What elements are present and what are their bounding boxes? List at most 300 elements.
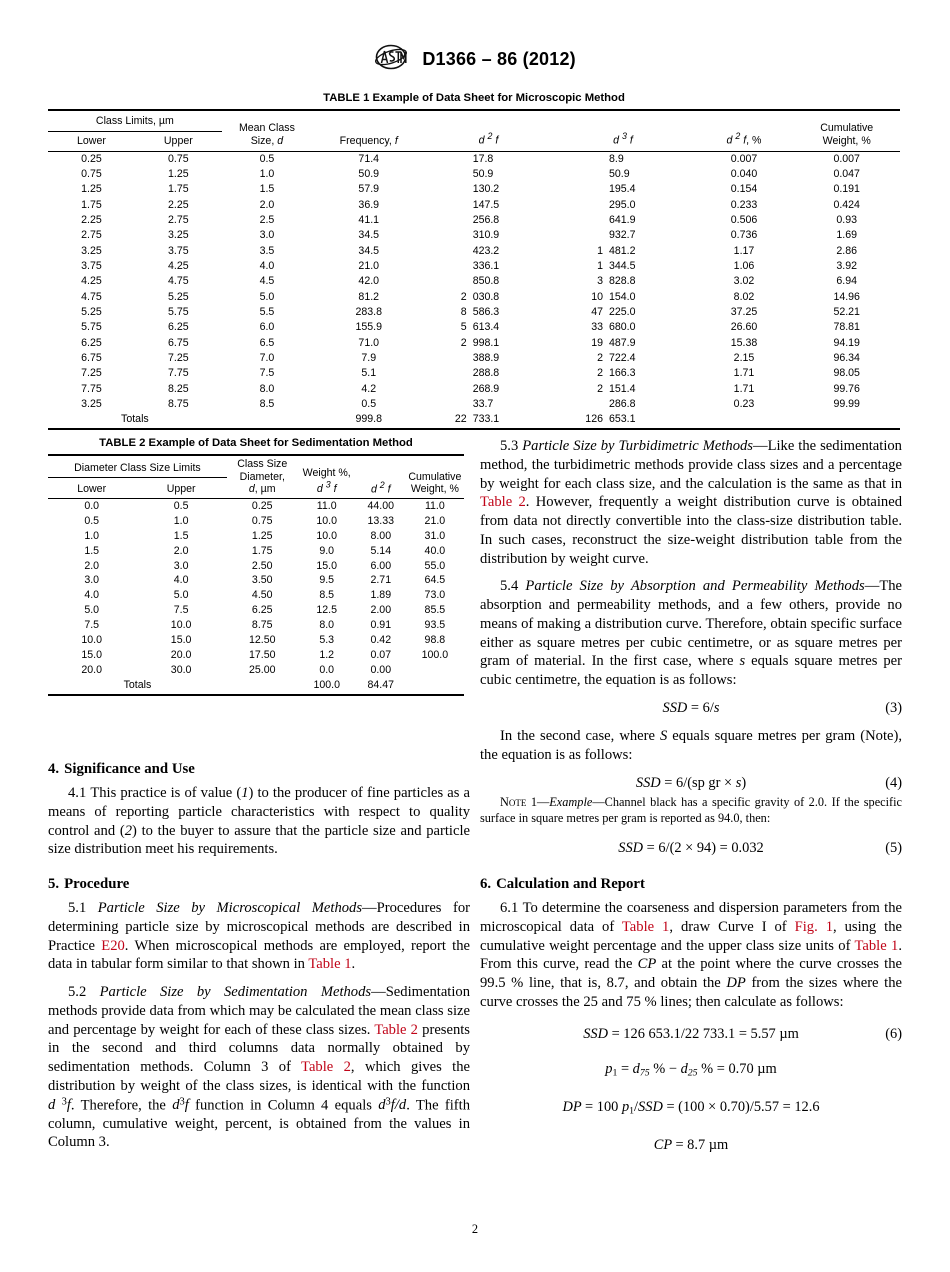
table-row [48, 529, 464, 544]
cell-d2f: 6.00 [370, 559, 392, 572]
equation-dp: DP = 100 $p_1$/SSD = (100 × 0.70)/5.57 = 12.6 [562, 1098, 820, 1117]
cell-mean-class-size: 5.0 [259, 290, 275, 303]
cell-weight-percent: 1.2 [319, 649, 335, 662]
ref-table-1-b[interactable]: Table 1 [621, 918, 670, 935]
cell-upper: 7.5 [173, 604, 189, 617]
table-row [48, 259, 900, 274]
equation-5-number: (5) [885, 839, 902, 856]
cell-d2f: 310.9 [472, 229, 500, 242]
cell-d2f-percent: 15.38 [730, 336, 758, 349]
cell-class-size-diameter: 12.50 [248, 634, 276, 647]
equation-3: SSD = 6/s (3) [662, 699, 902, 716]
cell-lower: 15.0 [81, 649, 102, 662]
cell-cumulative-weight: 55.0 [424, 559, 446, 572]
cell-cumulative-weight: 6.94 [836, 275, 858, 288]
cell-lower: 7.25 [81, 367, 102, 380]
cell-lower: 1.25 [81, 183, 102, 196]
cell-d2f: 586.3 [472, 306, 500, 319]
cell-frequency: 81.2 [358, 290, 380, 303]
cell-d2f-thousands [425, 151, 469, 167]
cell-d3f-thousands [551, 228, 606, 243]
cell-d3f: 195.4 [608, 183, 636, 196]
cell-d2f: 850.8 [472, 275, 500, 288]
cell-d3f: 641.9 [608, 214, 636, 227]
cell-mean-class-size: 4.5 [259, 275, 275, 288]
cell-d3f-thousands: 47 [591, 306, 603, 319]
cell-cumulative-weight: 14.96 [833, 290, 860, 303]
cell-mean-class-size: 3.5 [259, 244, 275, 257]
cell-cumulative-weight: 0.047 [833, 168, 860, 181]
cell-lower: 3.75 [81, 260, 102, 273]
cell-class-size-diameter: 4.50 [251, 589, 273, 602]
cell-class-size-diameter: 1.25 [251, 529, 273, 542]
cell-lower: 3.0 [84, 574, 100, 587]
table-row [48, 619, 464, 634]
table1-header-d2f-percent: d $^2$ f, % [726, 131, 762, 147]
cell-d2f: 0.00 [370, 664, 392, 677]
cell-frequency: 7.9 [361, 352, 377, 364]
ref-table-1-c[interactable]: Table 1 [854, 937, 899, 954]
table-row [48, 499, 464, 514]
cell-lower: 2.75 [81, 229, 102, 242]
cell-d2f-thousands: 5 [460, 321, 467, 334]
cell-d3f: 286.8 [608, 397, 636, 410]
cell-frequency: 71.4 [358, 152, 380, 165]
cell-lower: 5.25 [81, 306, 102, 319]
table-row [48, 198, 900, 213]
ref-table-2-c[interactable]: Table 2 [480, 494, 526, 511]
cell-d3f-thousands [551, 151, 606, 167]
cell-d2f-percent: 8.02 [733, 290, 755, 303]
cell-d3f-thousands: 2 [597, 367, 603, 380]
cell-d2f: 0.91 [370, 619, 392, 632]
table-row [48, 574, 464, 589]
cell-upper: 5.25 [168, 290, 189, 303]
cell-d2f-percent: 0.736 [730, 229, 758, 242]
table1-caption: TABLE 1 Example of Data Sheet for Microscopic Method [323, 92, 625, 104]
cell-mean-class-size: 0.5 [259, 152, 275, 165]
equation-6: SSD = 126 653.1/22 733.1 = 5.57 µm (6) [583, 1025, 902, 1042]
cell-totals-d2f: 733.1 [472, 413, 500, 426]
cell-frequency: 50.9 [358, 168, 380, 181]
cell-upper: 20.0 [170, 649, 192, 662]
cell-cumulative-weight: 40.0 [424, 544, 446, 557]
table1-group-header-class-limits: Class Limits, µm [48, 110, 222, 131]
table1-header-lower: Lower [77, 134, 106, 147]
cell-d2f: 268.9 [472, 382, 500, 395]
cell-cumulative-weight: 3.92 [836, 260, 858, 273]
cell-d2f-percent: 26.60 [730, 321, 758, 334]
paragraph-6-1: 6.1 To determine the coarseness and dispersion parameters from the microscopical data of Table 1, draw Curve I of Fig. 1, using the cumulative weight percentage and the upper class size units of Table 1. From this curve, read the CP at the point where the curve crosses the 99.5 % line, that is, 8.7, and obtain the DP from the sizes where the curve crosses the 25 and 75 % lines; then calculate as follows: [480, 900, 903, 1010]
cell-cumulative-weight: 85.5 [424, 604, 446, 617]
cell-lower: 4.75 [81, 290, 102, 303]
cell-frequency: 34.5 [358, 229, 380, 242]
cell-d3f: 225.0 [608, 306, 636, 319]
cell-frequency: 5.1 [361, 367, 377, 380]
cell-d3f-thousands: 1 [597, 244, 603, 257]
cell-d3f-thousands [551, 183, 606, 198]
cell-totals-weight: 100.0 [313, 679, 340, 692]
cell-d2f: 998.1 [472, 336, 500, 349]
cell-mean-class-size: 6.0 [259, 321, 275, 334]
cell-d3f: 166.3 [608, 367, 636, 380]
table2-body [48, 499, 464, 695]
cell-d2f-thousands [425, 397, 469, 412]
cell-lower: 2.0 [84, 559, 100, 572]
cell-d2f: 030.8 [472, 290, 500, 303]
cell-upper: 4.0 [173, 574, 189, 587]
equation-3-number: (3) [885, 699, 902, 716]
cell-upper: 1.75 [168, 183, 189, 196]
table-row [48, 213, 900, 228]
ref-fig-1[interactable]: Fig. 1 [794, 918, 833, 935]
cell-upper: 3.25 [168, 229, 189, 242]
cell-d2f-percent: 0.154 [730, 183, 758, 196]
cell-mean-class-size: 6.5 [259, 336, 275, 349]
cell-d2f: 0.07 [370, 649, 392, 662]
cell-class-size-diameter: 3.50 [251, 574, 273, 587]
table1-header-d2f: d $^2$ f [478, 131, 499, 147]
cell-d2f: 1.89 [370, 589, 392, 602]
cell-d3f: 154.0 [608, 290, 636, 303]
cell-weight-percent: 10.0 [316, 529, 338, 542]
cell-d2f-percent: 3.02 [733, 275, 755, 288]
cell-lower: 3.25 [81, 397, 102, 410]
cell-mean-class-size: 8.0 [259, 382, 275, 395]
cell-mean-class-size: 4.0 [259, 260, 275, 273]
heading-calculation-and-report: 6. Calculation and Report [480, 876, 645, 893]
cell-class-size-diameter: 6.25 [251, 604, 273, 617]
cell-lower: 4.25 [81, 275, 102, 288]
paragraph-second-case: In the second case, where S equals square metres per gram (Note), the equation is as follows: [480, 728, 902, 763]
cell-upper: 2.75 [168, 214, 189, 227]
cell-class-size-diameter: 8.75 [251, 619, 273, 632]
cell-upper: 1.25 [168, 168, 189, 181]
cell-upper: 3.75 [168, 244, 189, 257]
cell-d2f: 388.9 [472, 352, 500, 364]
document-header [0, 44, 950, 75]
cell-d3f-thousands: 2 [597, 352, 603, 364]
cell-d3f-thousands: 19 [591, 336, 603, 349]
table-totals-row [48, 412, 900, 428]
cell-lower: 0.25 [81, 152, 102, 165]
cell-d2f-percent: 0.007 [730, 152, 758, 165]
cell-cumulative-weight: 100.0 [421, 649, 449, 662]
right-text-column [480, 437, 902, 1164]
cell-cumulative-weight: 31.0 [424, 529, 446, 542]
cell-d2f: 17.8 [472, 152, 494, 165]
table2-header-lower: Lower [77, 483, 107, 496]
cell-d2f-percent: 0.506 [730, 214, 758, 227]
function-d3f-over-d: $d^3f/d$ [378, 1096, 407, 1113]
cell-cumulative-weight: 98.05 [833, 367, 860, 380]
cell-frequency: 0.5 [361, 397, 377, 410]
cell-frequency: 71.0 [358, 336, 380, 349]
cell-cumulative-weight: 52.21 [833, 306, 860, 319]
cell-lower: 2.25 [81, 214, 102, 227]
cell-d2f: 44.00 [367, 499, 395, 512]
cell-d2f-thousands [425, 244, 469, 259]
cell-d2f-thousands: 2 [460, 336, 467, 349]
cell-d2f: 13.33 [367, 514, 395, 527]
table1 [48, 109, 900, 430]
cell-mean-class-size: 7.5 [259, 367, 275, 380]
cell-frequency: 283.8 [355, 306, 382, 319]
cell-d2f-percent: 37.25 [730, 306, 758, 319]
cell-totals-d2f-thousands: 22 [454, 413, 467, 426]
standard-designation: D1366 – 86 (2012) [422, 49, 576, 69]
cell-upper: 30.0 [170, 664, 192, 677]
table-row [48, 366, 900, 381]
cell-d3f: 344.5 [608, 260, 636, 273]
equation-6-number: (6) [885, 1025, 902, 1042]
cell-lower: 1.75 [81, 198, 102, 211]
cell-frequency: 34.5 [358, 244, 380, 257]
cell-d2f-thousands: 8 [460, 306, 467, 319]
cell-cumulative-weight: 64.5 [424, 574, 446, 587]
table2-header-d2f: d $^2$ f [370, 479, 391, 496]
cell-lower: 20.0 [81, 664, 102, 677]
cell-d3f: 680.0 [608, 321, 636, 334]
cell-lower: 7.5 [84, 619, 100, 632]
cell-d3f-thousands: 33 [591, 321, 603, 334]
cell-d3f-thousands: 3 [597, 275, 603, 288]
table-row [48, 274, 900, 289]
cell-lower: 4.0 [84, 589, 100, 602]
cell-lower: 6.75 [81, 352, 102, 364]
ref-table-2[interactable]: Table 2 [374, 1021, 418, 1038]
cell-d3f-thousands: 2 [597, 382, 603, 395]
table2-header-cumulative-weight: Cumulative Weight, % [408, 470, 462, 496]
table2 [48, 454, 464, 696]
heading-procedure: 5. Procedure [48, 876, 130, 892]
table2-header-weight-pct: Weight %, d $^3$ f [302, 467, 351, 496]
cell-weight-percent: 9.5 [319, 574, 335, 587]
cell-d3f: 50.9 [608, 168, 630, 181]
cell-mean-class-size: 1.0 [259, 168, 275, 181]
cell-upper: 0.5 [173, 499, 189, 512]
cell-upper: 8.75 [168, 397, 189, 410]
cell-class-size-diameter: 0.75 [251, 514, 273, 527]
cell-d3f: 295.0 [608, 198, 636, 211]
cell-cumulative-weight: 0.93 [836, 214, 858, 227]
cell-d2f: 2.00 [370, 604, 392, 617]
table-row [48, 290, 900, 305]
cell-d2f: 613.4 [472, 321, 500, 334]
cell-d2f-thousands [425, 382, 469, 397]
cell-weight-percent: 8.0 [319, 619, 335, 632]
cell-class-size-diameter: 0.25 [251, 499, 273, 512]
cell-d2f-percent: 1.17 [733, 244, 755, 257]
cell-upper: 5.0 [173, 589, 189, 602]
equation-4-number: (4) [885, 774, 902, 791]
table-row [48, 634, 464, 649]
cell-upper: 7.75 [168, 367, 189, 380]
cell-upper: 7.25 [168, 352, 189, 364]
cell-cumulative-weight [406, 664, 464, 679]
cell-cumulative-weight: 96.34 [833, 352, 860, 364]
cell-upper: 1.5 [173, 529, 189, 542]
table2-group-header-diameter-limits: Diameter Class Size Limits [48, 455, 227, 478]
cell-d3f: 722.4 [608, 352, 636, 364]
paragraph-4-1: 4.1 This practice is of value (1) to the producer of fine particles as a means of reporting particle characteristics with respect to quality control and (2) to the buyer to assure that the particle size and particle size distribution meet his requirements. [48, 785, 470, 858]
cell-upper: 6.75 [168, 336, 189, 349]
cell-upper: 2.0 [173, 544, 189, 557]
cell-cumulative-weight: 94.19 [833, 336, 860, 349]
cell-d2f-thousands [425, 183, 469, 198]
cell-frequency: 42.0 [358, 275, 380, 288]
table1-header-d3f: d $^3$ f [613, 131, 633, 147]
heading-significance-and-use: 4. Significance and Use [48, 761, 195, 777]
table-row [48, 167, 900, 182]
paragraph-5-4: 5.4 Particle Size by Absorption and Permeability Methods—The absorption and permeability methods, and a few others, provide no means of making a distribution curve. Therefore, obtain specific surface either as square metres per cubic centimetre, or as square metres per gram of material. In the first case, where s equals square metres per cubic centimetre, the equation is as follows: [480, 578, 903, 688]
cell-d2f-thousands: 2 [460, 290, 467, 303]
cell-cumulative-weight: 0.007 [833, 152, 860, 165]
cell-totals-d3f-thousands: 126 [585, 413, 603, 426]
cell-d3f: 828.8 [608, 275, 636, 288]
left-text-column [48, 760, 470, 1161]
cell-d2f-thousands [425, 213, 469, 228]
cell-class-size-diameter: 17.50 [248, 649, 276, 662]
table-row [48, 320, 900, 335]
cell-upper: 4.75 [168, 275, 189, 288]
cell-d2f-thousands [425, 167, 469, 182]
table-row [48, 559, 464, 574]
cell-d2f-percent: 1.06 [733, 260, 755, 273]
table1-container [48, 92, 900, 430]
cell-cumulative-weight: 2.86 [836, 244, 858, 257]
cell-frequency: 57.9 [358, 183, 380, 196]
cell-totals-d2f: 84.47 [367, 679, 395, 692]
cell-upper: 0.75 [168, 152, 189, 165]
cell-d2f-percent: 1.71 [733, 367, 755, 380]
cell-d2f-thousands [425, 259, 469, 274]
cell-lower: 5.0 [84, 604, 100, 617]
cell-frequency: 155.9 [355, 321, 382, 334]
cell-d2f-thousands [425, 228, 469, 243]
cell-lower: 0.0 [84, 499, 100, 512]
cell-mean-class-size: 2.5 [259, 214, 275, 227]
note-1: Note 1—Example—Channel black has a specific gravity of 2.0. If the specific surface in square metres per gram is reported as 94.0, then: [480, 795, 902, 825]
cell-cumulative-weight: 98.8 [424, 634, 446, 647]
cell-class-size-diameter: 1.75 [251, 544, 273, 557]
cell-totals-frequency: 999.8 [355, 413, 382, 426]
cell-mean-class-size: 1.5 [259, 183, 275, 196]
cell-d3f: 151.4 [608, 382, 636, 395]
equation-p1: $p_1 = d_{75}$ % − $d_{25}$ % = 0.70 µm [605, 1061, 777, 1079]
ref-table-2-b[interactable]: Table 2 [301, 1059, 351, 1075]
table1-header-frequency: Frequency, f [339, 134, 398, 147]
ref-practice-e20[interactable]: E20 [101, 937, 125, 954]
cell-weight-percent: 8.5 [319, 589, 335, 602]
function-d3f-2: $d^3f$ [172, 1096, 189, 1113]
cell-d3f-thousands [551, 213, 606, 228]
cell-cumulative-weight: 0.424 [833, 198, 860, 211]
cell-upper: 6.25 [168, 321, 189, 334]
cell-d2f-percent: 1.71 [733, 382, 755, 395]
table-totals-row [48, 679, 464, 695]
cell-d2f: 0.42 [370, 634, 392, 647]
cell-lower: 0.5 [84, 514, 100, 527]
cell-frequency: 4.2 [361, 382, 377, 395]
equation-cp: CP = 8.7 µm [653, 1136, 729, 1153]
cell-upper: 15.0 [170, 634, 192, 647]
cell-weight-percent: 15.0 [316, 559, 338, 572]
cell-d2f: 5.14 [370, 544, 392, 557]
table-row [48, 589, 464, 604]
astm-logo-icon [374, 44, 408, 75]
table1-header-upper: Upper [163, 134, 193, 147]
table2-caption: TABLE 2 Example of Data Sheet for Sedimentation Method [99, 437, 413, 449]
cell-d3f-thousands: 1 [597, 260, 603, 273]
cell-mean-class-size: 5.5 [259, 306, 275, 319]
cell-frequency: 36.9 [358, 198, 380, 211]
cell-frequency: 21.0 [358, 260, 380, 273]
cell-lower: 5.75 [81, 321, 102, 334]
table-row [48, 336, 900, 351]
table1-header-mean-class-size: Mean Class Size, d [238, 122, 295, 147]
cell-cumulative-weight: 11.0 [424, 499, 445, 512]
table-row [48, 397, 900, 412]
table-row [48, 649, 464, 664]
cell-d2f: 288.8 [472, 367, 500, 380]
table-row [48, 183, 900, 198]
table-row [48, 382, 900, 397]
table2-header-class-size-diameter: Class Size Diameter, d, µm [237, 458, 288, 496]
cell-d3f: 8.9 [608, 152, 624, 165]
cell-d2f: 2.71 [370, 574, 392, 587]
table1-body [48, 151, 900, 428]
cell-d3f: 932.7 [608, 229, 636, 242]
cell-totals-label: Totals [121, 413, 149, 426]
cell-lower: 1.5 [84, 544, 100, 557]
cell-d3f: 487.9 [608, 336, 636, 349]
cell-mean-class-size: 7.0 [259, 352, 275, 364]
cell-cumulative-weight: 93.5 [424, 619, 446, 632]
cell-class-size-diameter: 2.50 [251, 559, 273, 572]
cell-cumulative-weight: 73.0 [424, 589, 446, 602]
equation-4: SSD = 6/(sp gr × s) (4) [635, 774, 902, 791]
cell-d2f: 50.9 [472, 168, 494, 181]
cell-d3f-thousands: 10 [591, 290, 603, 303]
cell-weight-percent: 11.0 [316, 499, 337, 512]
cell-d3f-thousands [551, 167, 606, 182]
table-row [48, 604, 464, 619]
cell-mean-class-size: 8.5 [259, 397, 275, 410]
cell-lower: 0.75 [81, 168, 102, 181]
function-d3f-1: d $^3$f [48, 1096, 71, 1113]
cell-frequency: 41.1 [358, 214, 380, 227]
equation-5: SSD = 6/(2 × 94) = 0.032 (5) [618, 839, 902, 856]
table2-header-upper: Upper [166, 483, 196, 496]
cell-upper: 10.0 [170, 619, 192, 632]
cell-upper: 4.25 [168, 260, 189, 273]
table-row [48, 351, 900, 366]
cell-d3f: 481.2 [608, 244, 636, 257]
cell-mean-class-size: 2.0 [259, 198, 275, 211]
table-row [48, 151, 900, 167]
cell-cumulative-weight: 21.0 [424, 514, 446, 527]
table-row [48, 664, 464, 679]
cell-lower: 3.25 [81, 244, 102, 257]
cell-d2f-thousands [425, 366, 469, 381]
ref-table-1[interactable]: Table 1 [308, 956, 352, 973]
cell-upper: 8.25 [168, 382, 189, 395]
page-number: 2 [471, 1222, 479, 1236]
cell-totals-d3f: 653.1 [608, 413, 636, 426]
cell-d2f-thousands [425, 198, 469, 213]
cell-upper: 5.75 [168, 306, 189, 319]
